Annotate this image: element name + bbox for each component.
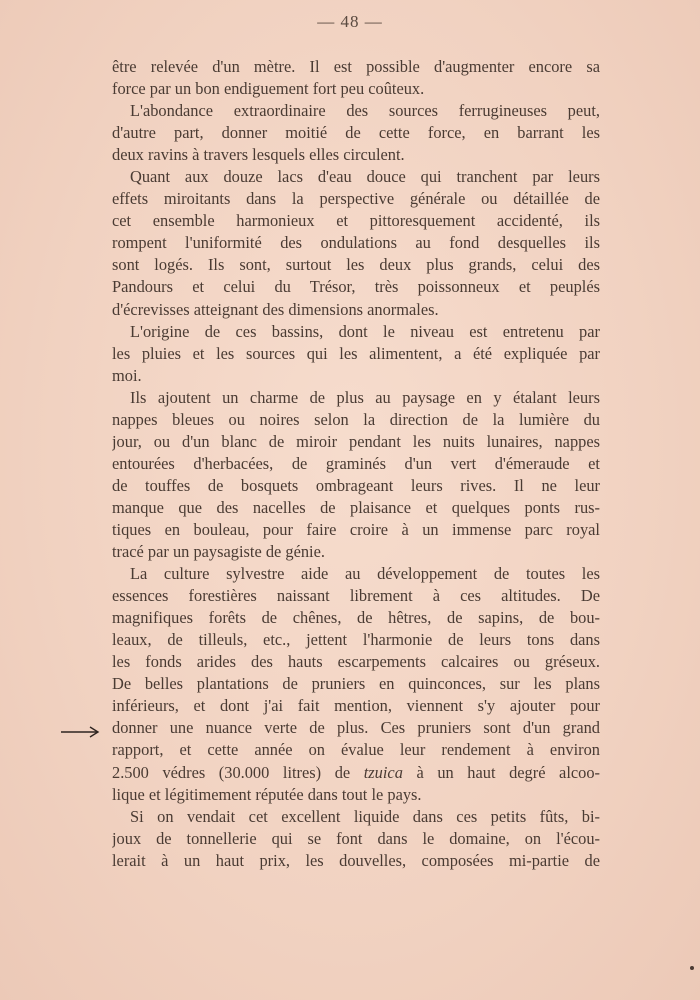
- text-line-34: lique et légitimement réputée dans tout le pays.: [112, 784, 422, 804]
- text-line-2: force par un bon endiguement fort peu coûteux.: [112, 79, 425, 99]
- text-line-31: donner une nuance verte de plus. Ces pruniers sont d'un grand: [112, 718, 600, 738]
- italic-word-tzuica: tzuica: [363, 762, 403, 782]
- text-line-22: tiques en bouleau, pour faire croire à un immense parc royal: [112, 519, 600, 539]
- text-segment: 2.500 védres (30.000 litres) de: [112, 762, 364, 782]
- text-line-33: [112, 762, 600, 784]
- text-line-11: Pandours et celui du Trésor, très poissonneux et peuplés: [112, 277, 600, 297]
- text-line-23: tracé par un paysagiste de génie.: [112, 542, 325, 562]
- text-line-30: inférieurs, et dont j'ai fait mention, viennent s'y ajouter pour: [112, 696, 600, 716]
- text-line-20: de touffes de bosquets ombrageant leurs rives. Il ne leur: [112, 475, 600, 495]
- body-text: [112, 56, 600, 872]
- text-line-7: effets miroitants dans la perspective générale ou détaillée de: [112, 189, 600, 209]
- text-line-10: sont logés. Ils sont, surtout les deux plus grands, celui des: [112, 255, 600, 275]
- text-line-9: rompent l'uniformité des ondulations au fond desquelles ils: [112, 233, 600, 253]
- text-line-36: joux de tonnellerie qui se font dans le domaine, on l'écou-: [112, 828, 600, 848]
- text-segment: à un haut degré alcoo-: [402, 762, 600, 782]
- text-line-5: deux ravins à travers lesquels elles circulent.: [112, 145, 405, 165]
- text-line-13: L'origine de ces bassins, dont le niveau est entretenu par: [130, 321, 600, 341]
- text-line-25: essences forestières naissant librement à ces altitudes. De: [112, 586, 600, 606]
- text-line-16: Ils ajoutent un charme de plus au paysage en y étalant leurs: [130, 387, 600, 407]
- text-line-6: Quant aux douze lacs d'eau douce qui tranchent par leurs: [130, 167, 600, 187]
- right-arrow-icon: [60, 724, 100, 740]
- text-line-28: les fonds arides des hauts escarpements calcaires ou gréseux.: [112, 652, 600, 672]
- text-line-12: d'écrevisses atteignant des dimensions anormales.: [112, 299, 439, 319]
- text-line-26: magnifiques forêts de chênes, de hêtres, de sapins, de bou-: [112, 608, 600, 628]
- text-line-4: d'autre part, donner moitié de cette force, en barrant les: [112, 123, 600, 143]
- text-line-1: être relevée d'un mètre. Il est possible d'augmenter encore sa: [112, 57, 600, 76]
- text-line-3: L'abondance extraordinaire des sources ferrugineuses peut,: [130, 101, 600, 121]
- text-line-15: moi.: [112, 365, 142, 385]
- text-line-19: entourées d'herbacées, de graminés d'un vert d'émeraude et: [112, 453, 600, 473]
- text-line-21: manque que des nacelles de plaisance et quelques ponts rus-: [112, 497, 600, 517]
- text-line-35: Si on vendait cet excellent liquide dans ces petits fûts, bi-: [130, 806, 600, 826]
- text-line-8: cet ensemble harmonieux et pittoresquement accidenté, ils: [112, 211, 600, 231]
- page-speck: [690, 966, 694, 970]
- text-line-14: les pluies et les sources qui les alimentent, a été expliquée par: [112, 343, 600, 363]
- text-line-18: jour, ou d'un blanc de miroir pendant les nuits lunaires, nappes: [112, 431, 600, 451]
- text-line-37: lerait à un haut prix, les douvelles, composées mi-partie de: [112, 850, 600, 870]
- text-line-27: leaux, de tilleuls, etc., jettent l'harmonie de leurs tons dans: [112, 630, 600, 650]
- page-number: — 48 —: [317, 12, 383, 31]
- text-line-24: La culture sylvestre aide au développement de toutes les: [130, 564, 600, 584]
- text-line-32: rapport, et cette année on évalue leur rendement à environ: [112, 740, 600, 760]
- text-line-17: nappes bleues ou noires selon la direction de la lumière du: [112, 409, 600, 429]
- text-line-29: De belles plantations de pruniers en quinconces, sur les plans: [112, 674, 600, 694]
